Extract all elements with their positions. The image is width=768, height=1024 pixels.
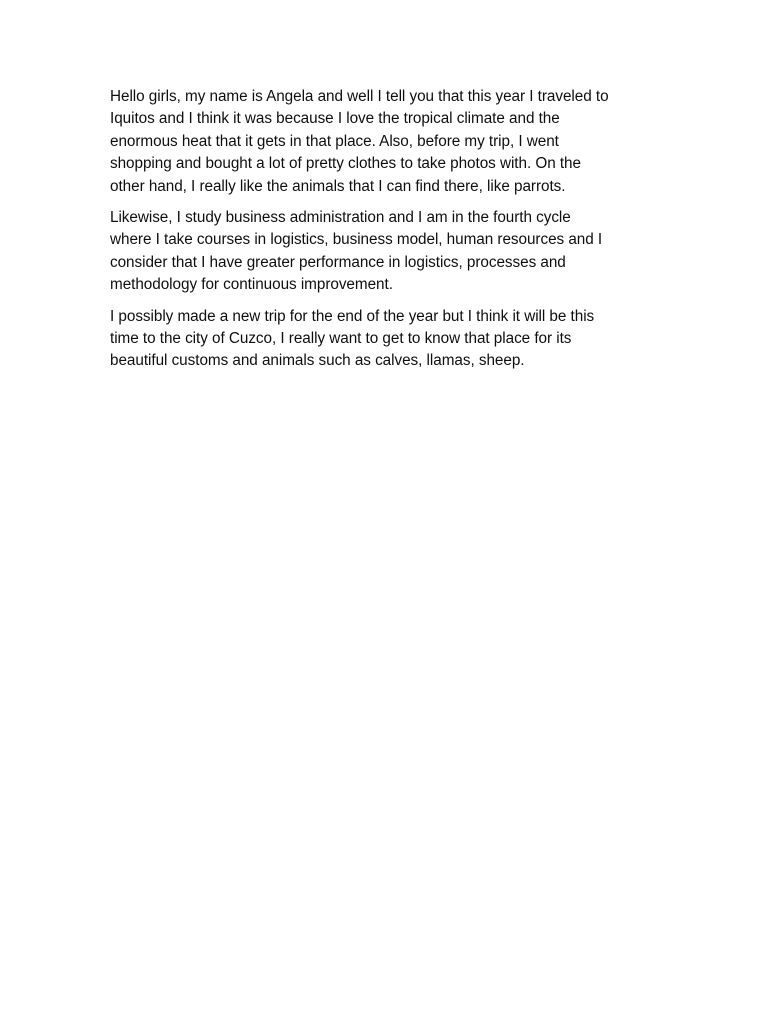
paragraph-line: Hello girls, my name is Angela and well I tell you that this year I traveled to	[110, 88, 609, 105]
paragraph-line: Iquitos and I think it was because I love the tropical climate and the	[110, 110, 560, 128]
paragraph-line: methodology for continuous improvement.	[110, 276, 393, 294]
document-body	[110, 86, 662, 382]
paragraph-line: Likewise, I study business administration and I am in the fourth cycle	[110, 209, 571, 227]
paragraph-line: I possibly made a new trip for the end of the year but I think it will be this	[110, 307, 595, 325]
paragraph-line: time to the city of Cuzco, I really want to get to know that place for its	[110, 330, 572, 348]
paragraph-line: consider that I have greater performance in logistics, processes and	[110, 253, 566, 271]
paragraph-line: enormous heat that it gets in that place. Also, before my trip, I went	[110, 132, 559, 150]
paragraph-next-trip	[110, 306, 662, 373]
paragraph-studies	[110, 207, 662, 297]
paragraph-line: other hand, I really like the animals that I can find there, like parrots.	[110, 177, 566, 195]
paragraph-line: beautiful customs and animals such as calves, llamas, sheep.	[110, 352, 525, 370]
paragraph-intro	[110, 86, 662, 198]
paragraph-line: shopping and bought a lot of pretty clothes to take photos with. On the	[110, 155, 581, 173]
paragraph-line: where I take courses in logistics, business model, human resources and I	[110, 231, 603, 249]
